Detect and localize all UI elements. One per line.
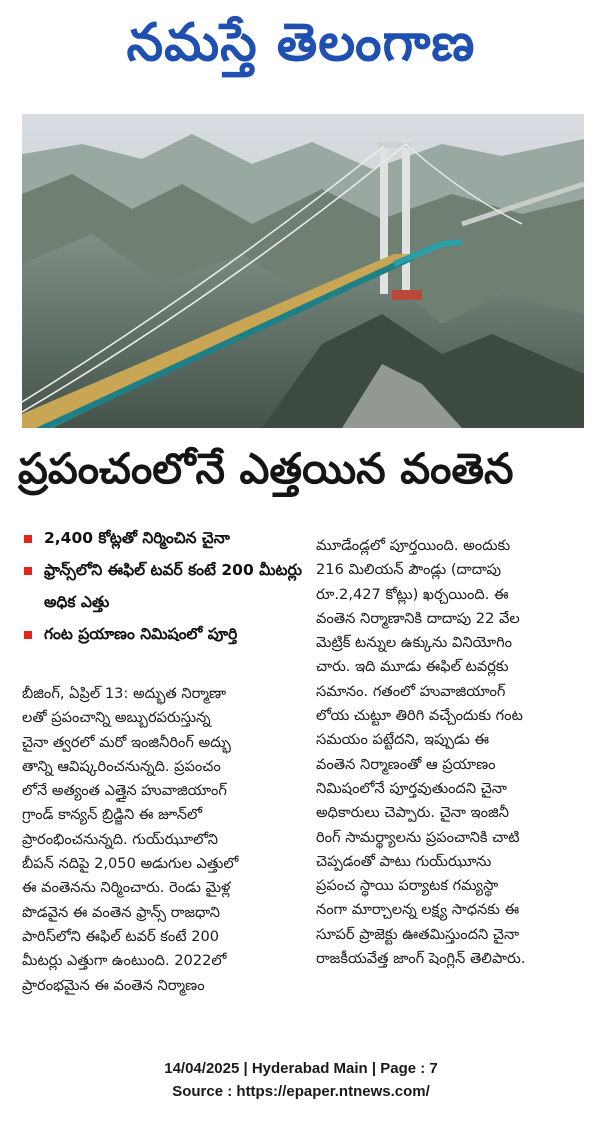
- article-line: లతో ప్రపంచాన్ని అబ్బురపరుస్తున్న: [22, 709, 211, 727]
- article-line: బీజింగ్, ఏప్రిల్ 13: అద్భుత నిర్మాణా: [22, 685, 227, 702]
- article-line: సూపర్ ప్రాజెక్టు ఊతమిస్తుందని చైనా: [316, 925, 520, 943]
- article-line: చైనా త్వరలో మరో ఇంజినీరింగ్ అద్భు: [22, 733, 231, 751]
- article-line: మెట్రిక్ టన్నుల ఉక్కును వినియోగిం: [316, 634, 512, 652]
- article-line: రింగ్ సామర్థ్యాలను ప్రపంచానికి చాటి: [316, 828, 520, 846]
- article-line: పొడవైన ఈ వంతెన ఫ్రాన్స్ రాజధాని: [22, 903, 221, 921]
- article-line: 216 మిలియన్ పౌండ్లు (దాదాపు: [316, 561, 502, 579]
- article-line: అధికారులు చెప్పారు. చైనా ఇంజినీ: [316, 804, 509, 822]
- bullet-item-3: గంట ప్రయాణం నిమిషంలో పూర్తి: [22, 618, 310, 650]
- bridge-photo: [22, 114, 584, 428]
- article-line: సమయం పట్టేదని, ఇప్పుడు ఈ: [316, 731, 490, 749]
- article-line: వంతెన నిర్మాణంతో ఆ ప్రయాణం: [316, 755, 496, 773]
- article-line: ప్రారంభించనున్నది. గుయ్‌ఝూలోని: [22, 830, 219, 848]
- article-column-right: [316, 534, 584, 971]
- article-line: లోనే అత్యంత ఎత్తైన హువాజియాంగ్: [22, 782, 227, 800]
- article-line: గ్రాండ్ కాన్యన్ బ్రిడ్జిని ఈ జూన్‌లో: [22, 806, 202, 824]
- article-line: చెప్పడంతో పాటు గుయ్‌ఝూను: [316, 852, 492, 870]
- article-line: ప్రారంభమైన ఈ వంతెన నిర్మాణం: [22, 976, 205, 994]
- article-line: మూడేండ్లలో పూర్తయింది. అందుకు: [316, 537, 511, 554]
- article-line: నంగా మార్చాలన్న లక్ష్య సాధనకు ఈ: [316, 901, 520, 919]
- article-line: చారు. ఇది మూడు ఈఫిల్ టవర్లకు: [316, 658, 509, 676]
- article-line: పారిస్‌లోని ఈఫిల్ టవర్ కంటే 200: [22, 927, 220, 945]
- article-line: లోయ చుట్టూ తిరిగి వచ్చేందుకు గంట: [316, 707, 523, 725]
- article-line: బీపన్ నదిపై 2,050 అడుగుల ఎత్తులో: [22, 855, 239, 873]
- article-line: వంతెన నిర్మాణానికి దాదాపు 22 వేల: [316, 609, 520, 627]
- article-line: సమానం. గతంలో హువాజియాంగ్: [316, 682, 506, 700]
- bullet-item-1: 2,400 కోట్లతో నిర్మించిన చైనా: [22, 522, 310, 554]
- bullet-item-2: ఫ్రాన్స్‌లోని ఈఫిల్ టవర్ కంటే 200 మీటర్లు అధిక ఎత్తు: [22, 554, 310, 618]
- article-line: మీటర్లు ఎత్తుగా ఉంటుంది. 2022లో: [22, 952, 227, 970]
- edition-info: 14/04/2025 | Hyderabad Main | Page : 7: [164, 1060, 438, 1077]
- bullet-list: [22, 522, 310, 650]
- source-link[interactable]: Source : https://epaper.ntnews.com/: [172, 1083, 430, 1100]
- article-line: నిమిషంలోనే పూర్తవుతుందని చైనా: [316, 779, 507, 797]
- headline: ప్రపంచంలోనే ఎత్తయిన వంతెన: [18, 444, 514, 493]
- article-line: ప్రపంచ స్థాయి పర్యాటక గమ్యస్థా: [316, 877, 499, 895]
- article-line: తాన్ని ఆవిష్కరించనున్నది. ప్రపంచం: [22, 757, 221, 775]
- article-line: ఈ వంతెనను నిర్మించారు. రెండు మైళ్ల: [22, 879, 231, 897]
- masthead-title: నమస్తే తెలంగాణ: [126, 13, 476, 73]
- article-line: రాజకీయవేత్త జాంగ్ షెంగ్లిన్ తెలిపారు.: [316, 950, 526, 968]
- article-line: రూ.2,427 కోట్లు) ఖర్చయింది. ఈ: [316, 585, 509, 603]
- article-column-left: [22, 682, 298, 998]
